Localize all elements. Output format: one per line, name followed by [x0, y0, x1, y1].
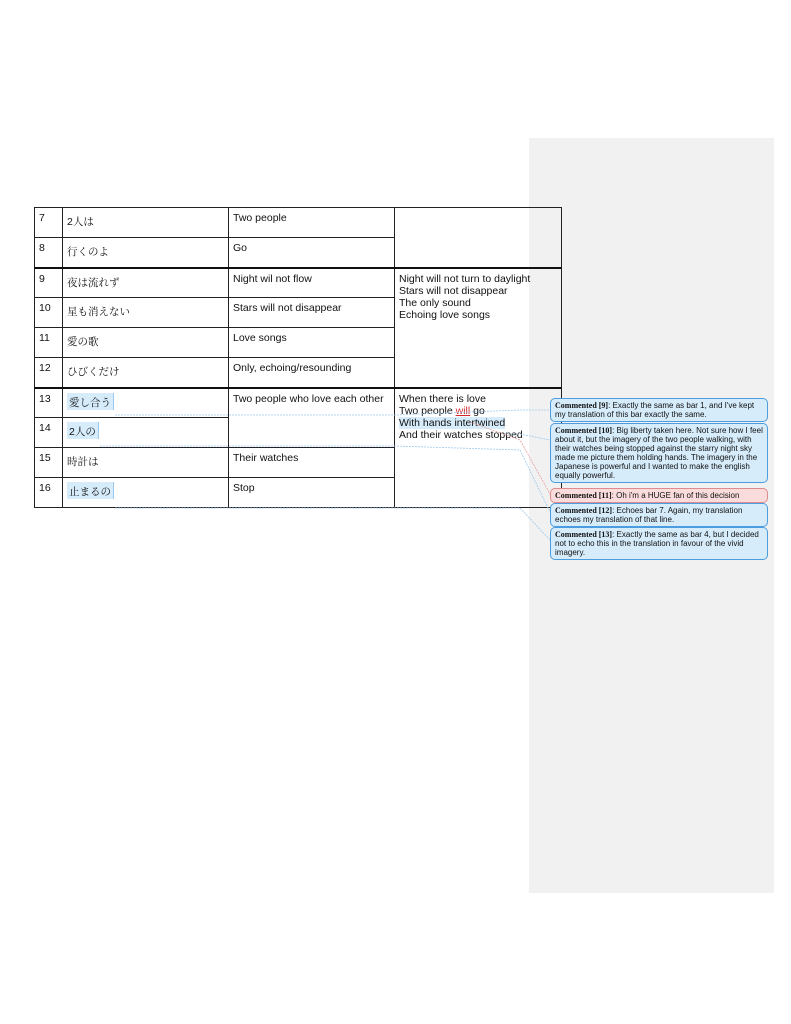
bar-number: 13 — [35, 388, 63, 418]
bar-number: 14 — [35, 418, 63, 448]
comment-text: : Big liberty taken here. Not sure how I feel about it, but the imagery of the two people walking, with their watches being stopped against the starry night sky made me picture them holding hands. The imagery in the Japanese is powerful and I wanted to make the english equally powerful. — [555, 426, 763, 480]
literal-translation[interactable]: Love songs — [229, 328, 395, 358]
lyrics-table — [34, 207, 562, 508]
poetic-translation[interactable] — [395, 208, 562, 268]
japanese-lyric[interactable]: 時計は — [63, 448, 229, 478]
bar-number: 15 — [35, 448, 63, 478]
poem-line-commented[interactable]: With hands intertwined — [399, 416, 506, 429]
table-row — [35, 388, 562, 418]
comment-balloon[interactable] — [550, 423, 768, 483]
japanese-lyric[interactable]: 愛し合う — [63, 388, 229, 418]
literal-translation[interactable]: Stars will not disappear — [229, 298, 395, 328]
literal-translation[interactable]: Go — [229, 238, 395, 268]
comment-text: : Echoes bar 7. Again, my translation echoes my translation of that line. — [555, 506, 743, 524]
bar-number: 16 — [35, 478, 63, 508]
japanese-lyric[interactable]: ひびくだけ — [63, 358, 229, 388]
comment-balloon[interactable] — [550, 398, 768, 422]
table-row — [35, 268, 562, 298]
comment-text: : Oh i'm a HUGE fan of this decision — [611, 491, 740, 500]
literal-translation[interactable]: Two people — [229, 208, 395, 238]
literal-translation[interactable]: Stop — [229, 478, 395, 508]
poetic-translation[interactable] — [395, 388, 562, 508]
bar-number: 9 — [35, 268, 63, 298]
japanese-lyric[interactable]: 2人は — [63, 208, 229, 238]
comment-balloon[interactable] — [550, 488, 768, 503]
bar-number: 8 — [35, 238, 63, 268]
japanese-lyric[interactable]: 2人の — [63, 418, 229, 448]
comment-balloon[interactable] — [550, 503, 768, 527]
comment-text: : Exactly the same as bar 4, but I decided not to echo this in the translation in favour of the vivid imagery. — [555, 530, 759, 557]
poem-line: And their watches stopped — [399, 428, 523, 441]
comment-label: Commented [11] — [555, 491, 612, 500]
comment-text: : Exactly the same as bar 1, and I've kept my translation of this bar exactly the same. — [555, 401, 755, 419]
japanese-lyric[interactable]: 行くのよ — [63, 238, 229, 268]
comment-balloon[interactable] — [550, 527, 768, 560]
japanese-lyric[interactable]: 夜は流れず — [63, 268, 229, 298]
bar-number: 10 — [35, 298, 63, 328]
comment-label: Commented [10] — [555, 426, 613, 435]
literal-translation[interactable]: Night wil not flow — [229, 268, 395, 298]
bar-number: 7 — [35, 208, 63, 238]
comment-label: Commented [13] — [555, 530, 613, 539]
poem-line: Two people — [399, 404, 456, 417]
poetic-translation[interactable]: Night will not turn to daylight Stars will not disappear The only sound Echoing love songs — [395, 268, 562, 388]
poem-line: When there is love — [399, 392, 486, 405]
bar-number: 11 — [35, 328, 63, 358]
inserted-word-will[interactable]: will — [455, 404, 471, 417]
literal-translation[interactable]: Their watches — [229, 448, 395, 478]
japanese-lyric[interactable]: 星も消えない — [63, 298, 229, 328]
literal-translation[interactable]: Two people who love each other — [229, 388, 395, 448]
japanese-lyric[interactable]: 止まるの — [63, 478, 229, 508]
comment-label: Commented [9] — [555, 401, 609, 410]
poem-line: go — [470, 404, 485, 417]
japanese-lyric[interactable]: 愛の歌 — [63, 328, 229, 358]
bar-number: 12 — [35, 358, 63, 388]
table-row — [35, 208, 562, 238]
comment-label: Commented [12] — [555, 506, 613, 515]
literal-translation[interactable]: Only, echoing/resounding — [229, 358, 395, 388]
